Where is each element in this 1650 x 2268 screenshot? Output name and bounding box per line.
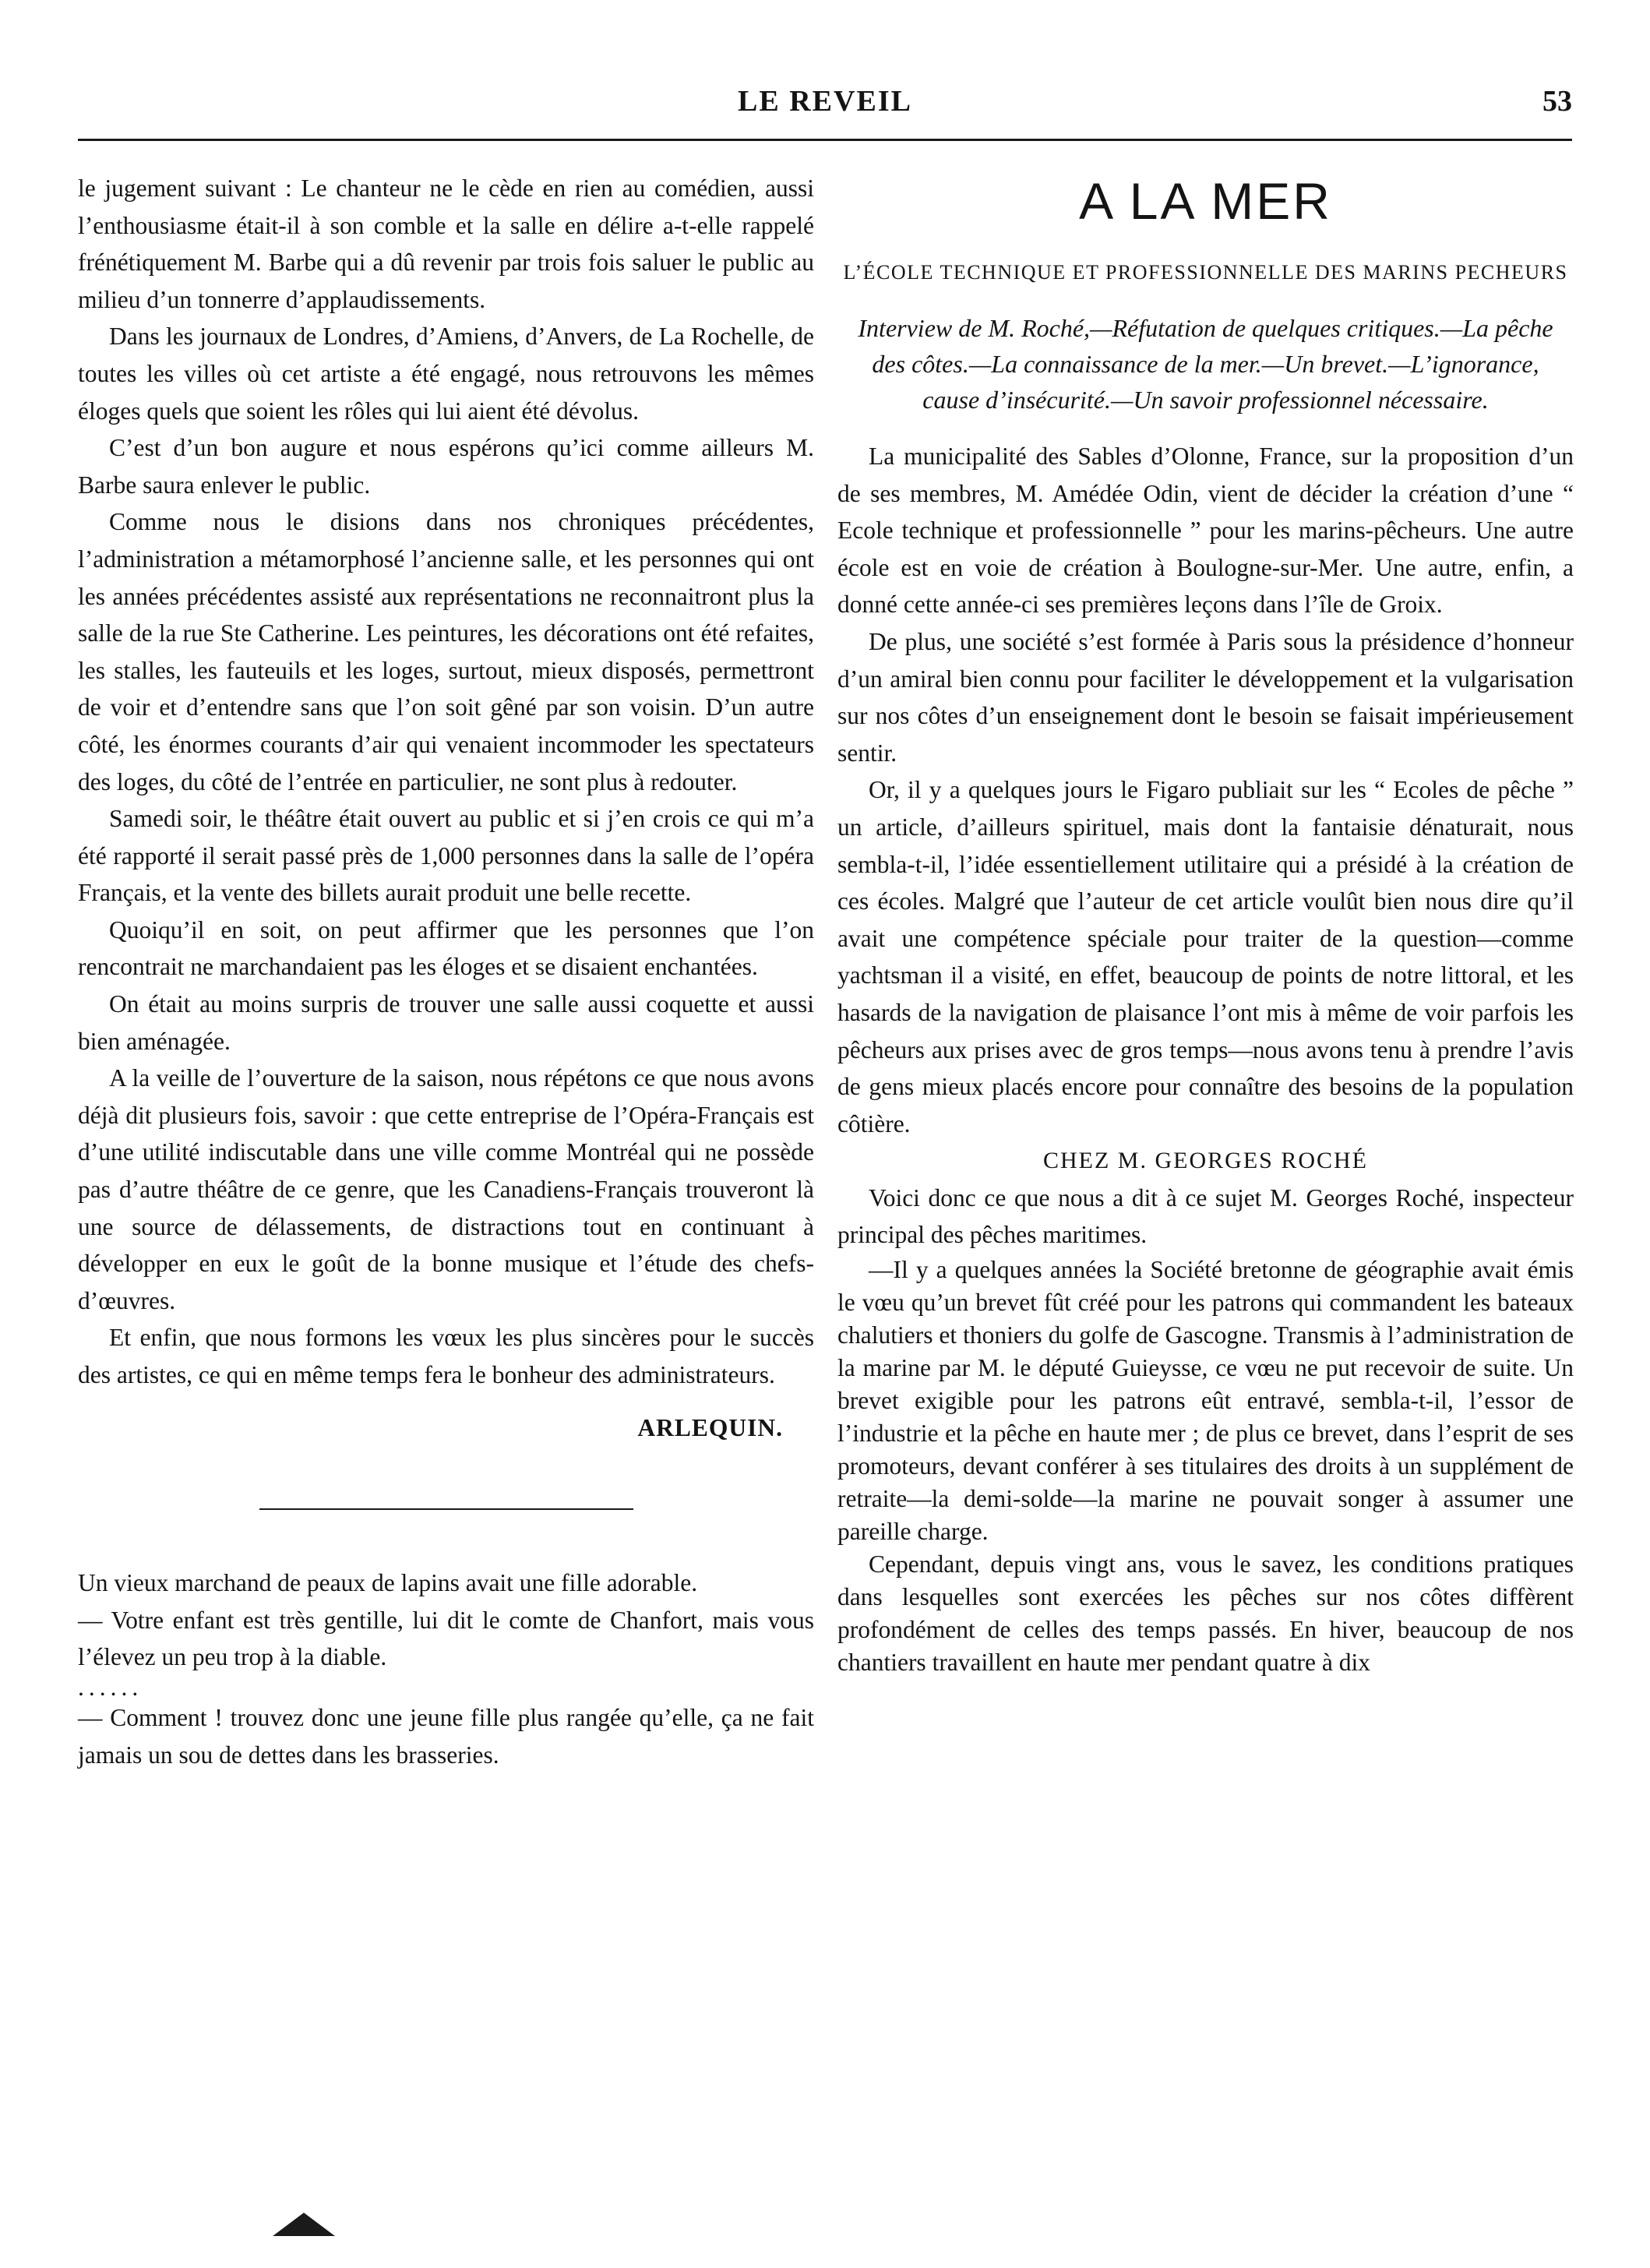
separator-rule — [259, 1508, 633, 1510]
paragraph: La municipalité des Sables d’Olonne, France, sur la proposition d’un de ses membres, M. Amédée Odin, vient de décider la création d’une “ Ecole technique et professionnelle ” pour les marins-pêcheurs. Une autre école est en voie de création à Boulogne-sur-Mer. Une autre, enfin, a donné cette année-ci ses premières leçons dans l’île de Groix. — [837, 443, 1574, 619]
paragraph: Voici donc ce que nous a dit à ce sujet M. Georges Roché, inspecteur principal des pêches maritimes. — [837, 1183, 1574, 1249]
article-title: A LA MER — [1079, 172, 1332, 230]
paragraph: C’est d’un bon augure et nous espérons qu’ici comme ailleurs M. Barbe saura enlever le public. — [78, 434, 814, 499]
header-rule — [78, 139, 1572, 141]
article-summary: Interview de M. Roché,—Réfutation de quelques critiques.—La pêche des côtes.—La connaissance de la mer.—Un brevet.—L’ignorance, cause d’insécurité.—Un savoir professionnel nécessaire. — [858, 314, 1553, 414]
paragraph: Samedi soir, le théâtre était ouvert au public et si j’en crois ce qui m’a été rapporté il serait passé près de 1,000 personnes dans la salle de l’opéra Français, et la vente des billets aurait produit une belle recette. — [78, 805, 814, 907]
paragraph: De plus, une société s’est formée à Paris sous la présidence d’honneur d’un amiral bien connu pour faciliter le développement et la vulgarisation sur nos côtes d’un enseignement dont le besoin se faisait impérieusement sentir. — [837, 627, 1574, 767]
printer-mark-icon — [273, 2213, 335, 2236]
paragraph: Quoiqu’il en soit, on peut affirmer que les personnes que l’on rencontrait ne marchandaient pas les éloges et se disaient enchantées. — [78, 915, 814, 981]
paragraph: —Il y a quelques années la Société bretonne de géographie avait émis le vœu qu’un brevet fût créé pour les patrons qui commandent les bateaux chalutiers et thoniers du golfe de Gascogne. Transmis à l’administration de la marine par M. le député Guieysse, ce vœu ne put recevoir de suite. Un brevet exigible pour les patrons eût entravé, sembla-t-il, l’essor de l’industrie et la pêche en haute mer ; de plus ce brevet, dans l’esprit de ses promoteurs, devant conférer à ses titulaires des droits à un supplément de retraite—la demi-solde—la marine ne pouvait songer à assumer une pareille charge. — [837, 1256, 1574, 1546]
anecdote-line: Un vieux marchand de peaux de lapins avait une fille adorable. — [78, 1569, 698, 1597]
newspaper-title: LE REVEIL — [738, 85, 912, 118]
paragraph: A la veille de l’ouverture de la saison, nous répétons ce que nous avons déjà dit plusieurs fois, savoir : que cette entreprise de l’Opéra-Français est d’une utilité indiscutable dans une ville comme Montréal qui ne possède pas d’autre théâtre de ce genre, que les Canadiens-Français trouveront là une source de délassements, de distractions tout en continuant à développer en eux le goût de la bonne musique et l’étude des chefs-d’œuvres. — [78, 1064, 814, 1314]
paragraph: Comme nous le disions dans nos chroniques précédentes, l’administration a métamorphosé l’ancienne salle, et les personnes qui ont les années précédentes assisté aux représentations ne reconnaitront plus la salle de la rue Ste Catherine. Les peintures, les décorations ont été refaites, les stalles, les fauteuils et les loges, surtout, mieux disposés, permettront de voir et d’entendre sans que l’on soit gêné par son voisin. D’un autre côté, les énormes courants d’air qui venaient incommoder les spectateurs des loges, du côté de l’entrée en particulier, ne sont plus à redouter. — [78, 508, 814, 795]
page-number: 53 — [1542, 85, 1572, 118]
anecdote-line: — Votre enfant est très gentille, lui dit le comte de Chanfort, mais vous l’élevez un peu trop à la diable. — [78, 1606, 814, 1671]
paragraph: Or, il y a quelques jours le Figaro publiait sur les “ Ecoles de pêche ” un article, d’ailleurs spirituel, mais dont la fantaisie dénaturait, nous sembla-t-il, l’idée essentiellement utilitaire qui a présidé à la création de ces écoles. Malgré que l’auteur de cet article voulût bien nous dire qu’il avait une compétence spéciale pour traiter de la question—comme yachtsman il a visité, en effet, beaucoup de points de notre littoral, et les hasards de la navigation de plaisance l’ont mis à même de voir parfois les pêcheurs aux prises avec de gros temps—nous avons tenu à prendre l’avis de gens mieux placés encore pour connaître des besoins de la population côtière. — [837, 776, 1574, 1138]
paragraph: Dans les journaux de Londres, d’Amiens, d’Anvers, de La Rochelle, de toutes les villes où cet artiste a été engagé, nous retrouvons les mêmes éloges quels que soient les rôles qui lui aient été dévolus. — [78, 323, 814, 425]
paragraph: le jugement suivant : Le chanteur ne le cède en rien au comédien, aussi l’enthousiasme était-il à son comble et la salle en délire a-t-elle rappelé frénétiquement M. Barbe qui a dû revenir par trois fois saluer le public au milieu d’un tonnerre d’applaudissements. — [78, 175, 814, 313]
anecdote-reply: — Comment ! trouvez donc une jeune fille plus rangée qu’elle, ça ne fait jamais un sou de dettes dans les brasseries. — [78, 1703, 814, 1769]
left-column — [78, 170, 814, 1773]
right-column — [837, 170, 1574, 1679]
paragraph: On était au moins surpris de trouver une salle aussi coquette et aussi bien aménagée. — [78, 990, 814, 1055]
ellipsis-dots: ...... — [78, 1673, 143, 1701]
paragraph: Et enfin, que nous formons les vœux les plus sincères pour le succès des artistes, ce qui en même temps fera le bonheur des administrateurs. — [78, 1324, 814, 1388]
signature: ARLEQUIN. — [637, 1413, 783, 1441]
section-heading: CHEZ M. GEORGES ROCHÉ — [1042, 1148, 1368, 1174]
paragraph: Cependant, depuis vingt ans, vous le savez, les conditions pratiques dans lesquelles sont exercées les pêches sur nos côtes diffèrent profondément de celles des temps passés. En hiver, beaucoup de nos chantiers travaillent en haute mer pendant quatre à dix — [837, 1550, 1574, 1677]
article-subtitle: L’ÉCOLE TECHNIQUE ET PROFESSIONNELLE DES MARINS PECHEURS — [843, 261, 1568, 284]
page-header — [78, 84, 1572, 131]
anecdote — [78, 1564, 814, 1773]
